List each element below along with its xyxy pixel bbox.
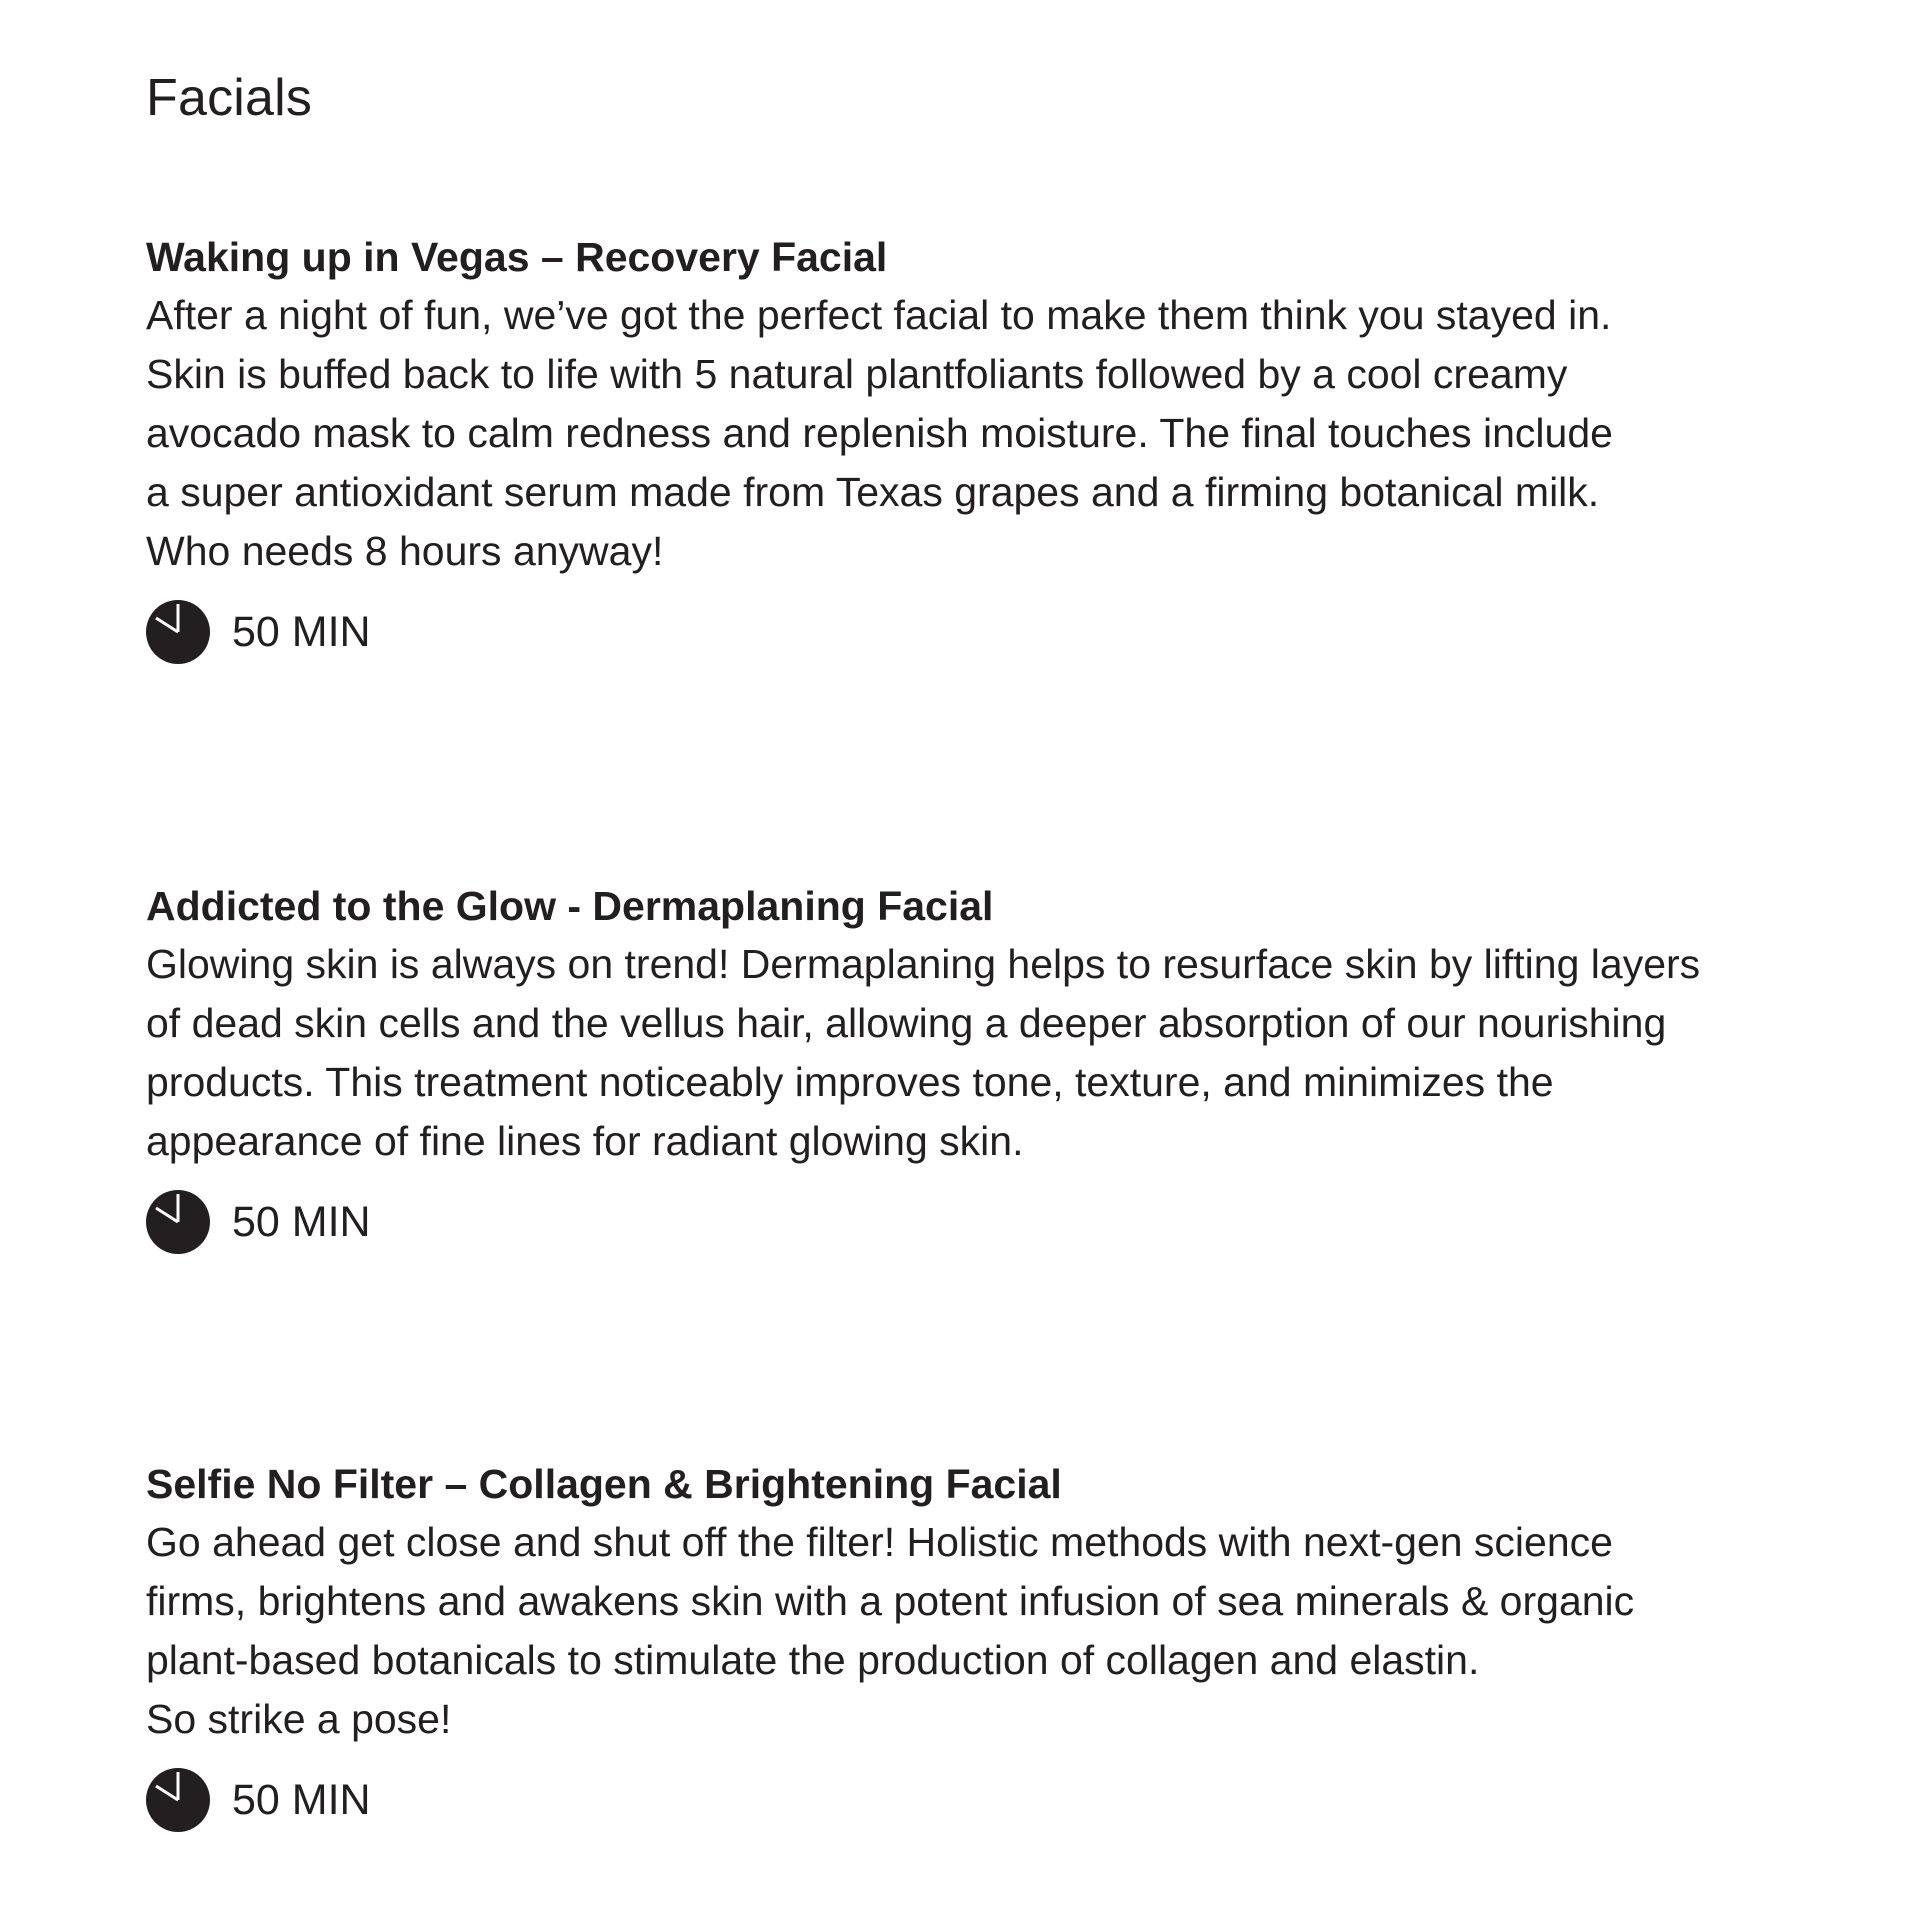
- treatment-description: [146, 286, 1786, 581]
- description-line: appearance of fine lines for radiant glowing skin.: [146, 1118, 1024, 1164]
- description-line: So strike a pose!: [146, 1696, 452, 1742]
- treatment-description: [146, 1513, 1786, 1749]
- duration: [146, 1767, 1786, 1833]
- description-line: Who needs 8 hours anyway!: [146, 528, 664, 574]
- description-line: avocado mask to calm redness and replenish moisture. The final touches include: [146, 410, 1613, 456]
- description-line: firms, brightens and awakens skin with a potent infusion of sea minerals & organic: [146, 1578, 1635, 1624]
- treatment-title: Selfie No Filter – Collagen & Brightening Facial: [146, 1461, 1062, 1507]
- duration: [146, 599, 1786, 665]
- page-title: Facials: [146, 69, 313, 127]
- treatment-title: Waking up in Vegas – Recovery Facial: [146, 234, 888, 280]
- description-line: a super antioxidant serum made from Texas grapes and a firming botanical milk.: [146, 469, 1600, 515]
- clock-icon: [146, 1190, 210, 1254]
- duration-label: 50 MIN: [232, 1198, 371, 1246]
- treatment-description: [146, 935, 1786, 1171]
- clock-icon: [146, 600, 210, 664]
- description-line: plant-based botanicals to stimulate the production of collagen and elastin.: [146, 1637, 1480, 1683]
- duration-label: 50 MIN: [232, 1776, 371, 1824]
- description-line: of dead skin cells and the vellus hair, allowing a deeper absorption of our nourishing: [146, 1000, 1667, 1046]
- description-line: products. This treatment noticeably improves tone, texture, and minimizes the: [146, 1059, 1554, 1105]
- description-line: After a night of fun, we’ve got the perfect facial to make them think you stayed in.: [146, 292, 1612, 338]
- treatment-recovery-facial: [146, 228, 1786, 665]
- treatment-title: Addicted to the Glow - Dermaplaning Facial: [146, 883, 994, 929]
- duration: [146, 1189, 1786, 1255]
- duration-label: 50 MIN: [232, 608, 371, 656]
- description-line: Go ahead get close and shut off the filter! Holistic methods with next-gen science: [146, 1519, 1613, 1565]
- description-line: Skin is buffed back to life with 5 natural plantfoliants followed by a cool creamy: [146, 351, 1568, 397]
- treatment-dermaplaning-facial: [146, 877, 1786, 1255]
- treatment-collagen-brightening-facial: [146, 1455, 1786, 1833]
- description-line: Glowing skin is always on trend! Dermaplaning helps to resurface skin by lifting layers: [146, 941, 1701, 987]
- clock-icon: [146, 1768, 210, 1832]
